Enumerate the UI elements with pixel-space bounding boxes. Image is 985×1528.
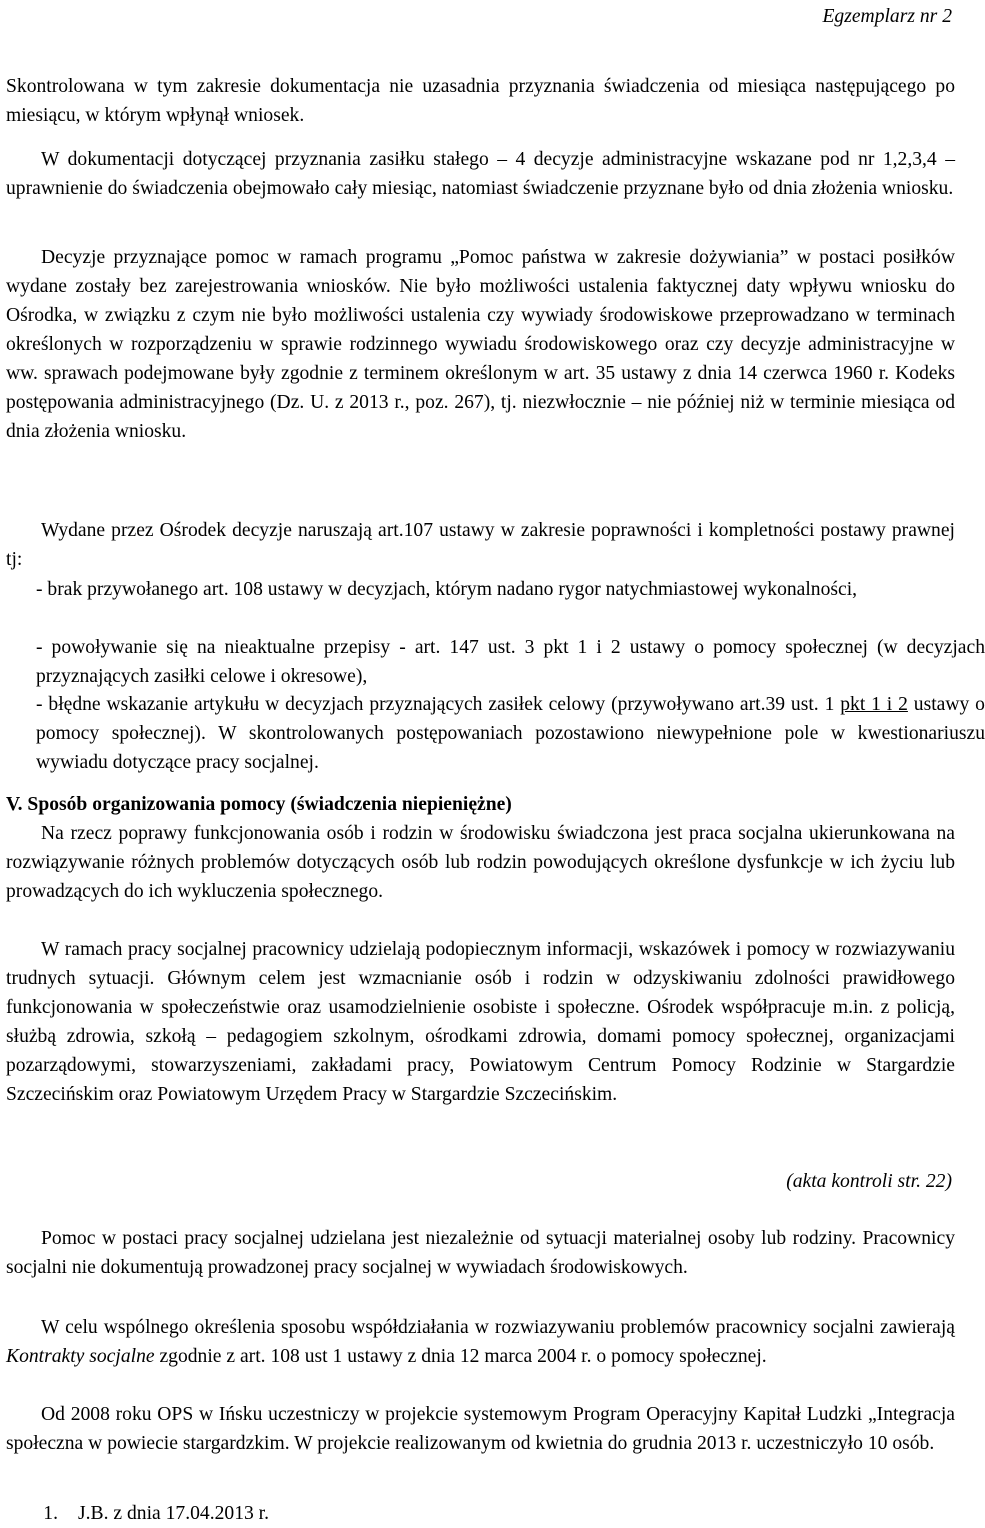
list-item-text: J.B. z dnia 17.04.2013 r. (78, 1503, 270, 1524)
wrong-article-underlined: pkt 1 i 2 (840, 694, 908, 715)
akta-reference: (akta kontroli str. 22) (786, 1171, 952, 1192)
paragraph-cooperation: W ramach pracy socjalnej pracownicy udzielają podopiecznym informacji, wskazówek i pomocy w rozwiazywaniu trudnych sytuacji. Głównym celem jest wzmacnianie osób i rodzin w odzyskiwaniu zdolności prawidłowego funkcjonowania w społeczeństwie oraz usamodzielnienie osobiste i społeczne. Ośrodek współpracuje m.in. z policją, służbą zdrowia, szkołą – pedagogiem szkolnym, ośrodkami zdrowia, domami pomocy społecznej, organizacjami pozarządowymi, stowarzyszeniami, zakładami pracy, Powiatowym Centrum Pomocy Rodzinie w Stargardzie Szczecińskim oraz Powiatowym Urzędem Pracy w Stargardzie Szczecińskim. (6, 939, 955, 1105)
wrong-article-text-b: ustawy o pomocy społecznej). W skontrolowanych postępowaniach pozostawiono niewypełnione pole w kwestionariuszu wywiadu dotyczące pracy socjalnej. (36, 694, 985, 773)
section-heading-v: V. Sposób organizowania pomocy (świadczenia niepieniężne) (6, 794, 512, 815)
list-item-outdated-provisions: - powoływanie się na nieaktualne przepisy - art. 147 ust. 3 pkt 1 i 2 ustawy o pomocy społecznej (w decyzjach przyznających zasiłki celowe i okresowe), (36, 637, 985, 687)
contracts-text-a: W celu wspólnego określenia sposobu współdziałania w rozwiazywaniu problemów pracownicy socjalni zawierają (41, 1317, 955, 1338)
paragraph-social-work: Na rzecz poprawy funkcjonowania osób i rodzin w środowisku świadczona jest praca socjalna ukierunkowana na rozwiązywanie różnych problemów dotyczących osób lub rodzin powodujących określone dysfunkcje w ich życiu lub prowadzących do ich wykluczenia społecznego. (6, 823, 955, 902)
list-number: 1. (43, 1503, 58, 1524)
list-item-wrong-article (6, 690, 985, 777)
paragraph-project: Od 2008 roku OPS w Ińsku uczestniczy w projekcie systemowym Program Operacyjny Kapitał Ludzki „Integracja społeczna w powiecie stargardzkim. W projekcie realizowanym od kwietnia do grudnia 2013 r. uczestniczyło 10 osób. (6, 1404, 955, 1454)
wrong-article-text-a: - błędne wskazanie artykułu w decyzjach przyznających zasiłek celowy (przywoływano art.39 ust. 1 (36, 694, 841, 715)
paragraph-permanent-allowance: W dokumentacji dotyczącej przyznania zasiłku stałego – 4 decyzje administracyjne wskazane pod nr 1,2,3,4 – uprawnienie do świadczenia obejmowało cały miesiąc, natomiast świadczenie przyznane było od dnia złożenia wniosku. (6, 149, 955, 199)
list-item-article-108: - brak przywołanego art. 108 ustawy w decyzjach, którym nadano rygor natychmiastowej wykonalności, (36, 579, 858, 600)
copy-number-header: Egzemplarz nr 2 (822, 6, 952, 27)
contracts-italic: Kontrakty socjalne (6, 1346, 155, 1367)
paragraph-review-scope: Skontrolowana w tym zakresie dokumentacja nie uzasadnia przyznania świadczenia od miesiąca następującego po miesiącu, w którym wpłynął wniosek. (6, 76, 955, 126)
paragraph-article-107: Wydane przez Ośrodek decyzje naruszają art.107 ustawy w zakresie poprawności i kompletności postawy prawnej tj: (6, 520, 955, 570)
paragraph-social-contracts (6, 1313, 955, 1371)
contracts-text-b: zgodnie z art. 108 ust 1 ustawy z dnia 12 marca 2004 r. o pomocy społecznej. (154, 1346, 767, 1367)
numbered-list-item (6, 1499, 269, 1528)
paragraph-feeding-program: Decyzje przyznające pomoc w ramach programu „Pomoc państwa w zakresie dożywiania” w postaci posiłków wydane zostały bez zarejestrowania wniosków. Nie było możliwości ustalenia faktycznej daty wpływu wniosku do Ośrodka, w związku z czym nie było możliwości ustalenia czy wywiady środowiskowe przeprowadzano w terminach określonych w rozporządzeniu w sprawie rodzinnego wywiadu środowiskowego oraz czy decyzje administracyjne w ww. sprawach podejmowane były zgodnie z terminem określonym w art. 35 ustawy z dnia 14 czerwca 1960 r. Kodeks postępowania administracyjnego (Dz. U. z 2013 r., poz. 267), tj. niezwłocznie – nie później niż w terminie miesiąca od dnia złożenia wniosku. (6, 247, 955, 442)
paragraph-social-work-help: Pomoc w postaci pracy socjalnej udzielana jest niezależnie od sytuacji materialnej osoby lub rodziny. Pracownicy socjalni nie dokumentują prowadzonej pracy socjalnej w wywiadach środowiskowych. (6, 1228, 955, 1278)
